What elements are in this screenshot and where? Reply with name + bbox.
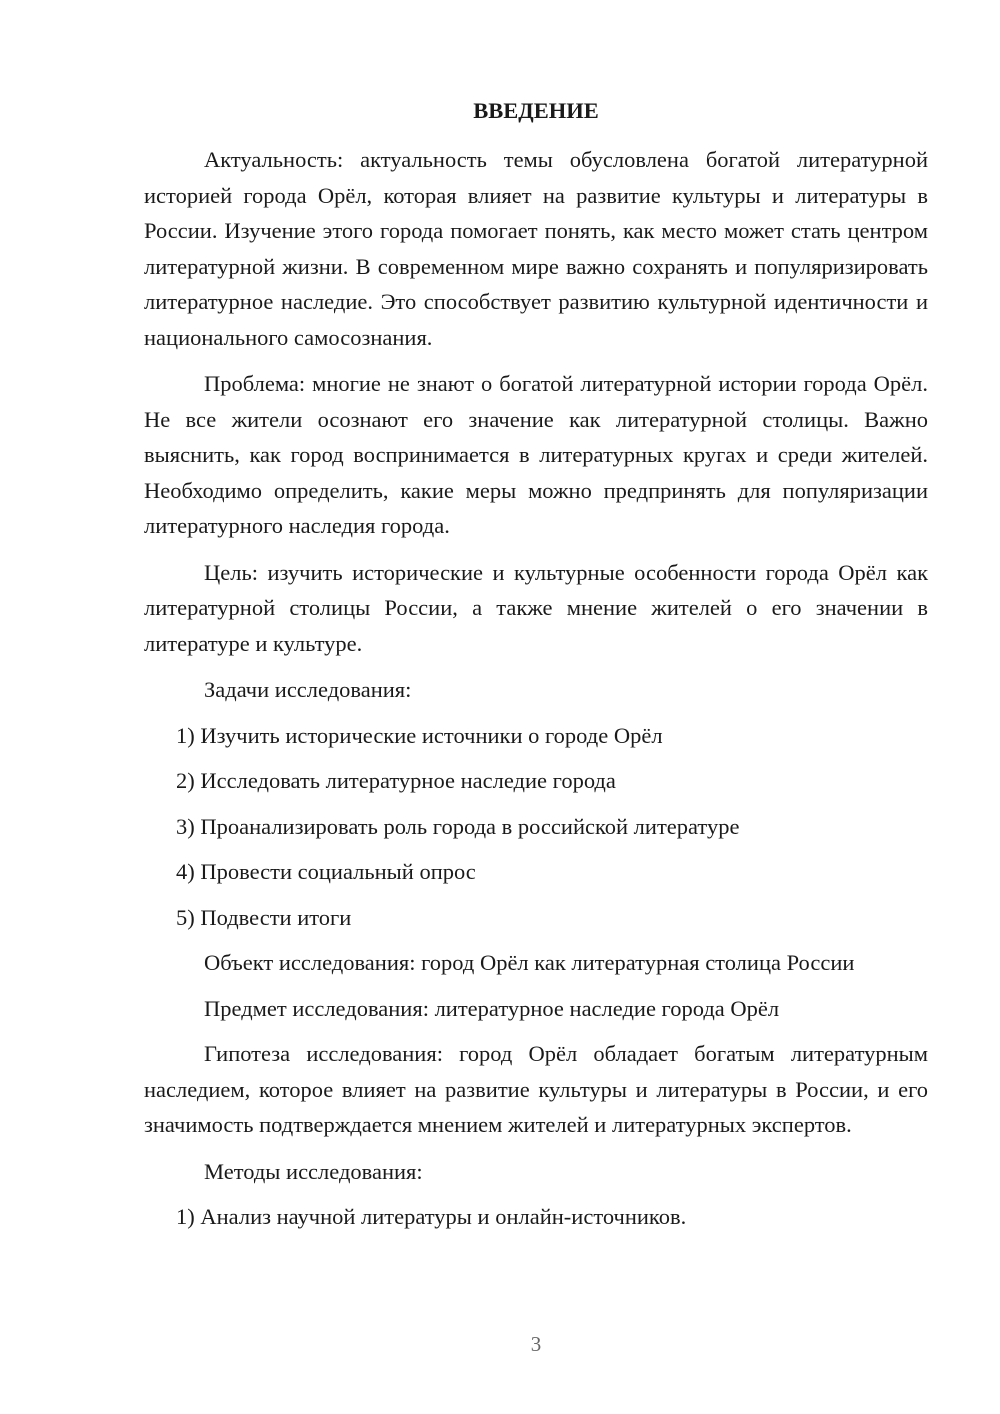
list-item: 1) Анализ научной литературы и онлайн-источников. (176, 1204, 687, 1229)
hypothesis-paragraph: Гипотеза исследования: город Орёл обладает богатым литературным наследием, которое влияет на развитие культуры и литературы в России, и его значимость подтверждается мнением жителей и литературных экспертов. (144, 1041, 928, 1137)
tasks-list (144, 718, 928, 936)
list-item: 3) Проанализировать роль города в российской литературе (176, 813, 740, 839)
tasks-title: Задачи исследования: (204, 677, 412, 702)
methods-title: Методы исследования: (204, 1158, 423, 1184)
list-item: 4) Провести социальный опрос (176, 859, 476, 884)
list-item: 2) Исследовать литературное наследие города (176, 768, 616, 793)
goal-paragraph: Цель: изучить исторические и культурные особенности города Орёл как литературной столицы России, а также мнение жителей о его значении в литературе и культуре. (144, 559, 928, 656)
page-body (144, 92, 928, 1245)
relevance-paragraph: Актуальность: актуальность темы обусловлена богатой литературной историей города Орёл, которая влияет на развитие культуры и литературы в России. Изучение этого города помогает понять, как место может стать центром литературной жизни. В современном мире важно сохранять и популяризировать литературное наследие. Это способствует развитию культурной идентичности и национального самосознания. (144, 147, 928, 350)
problem-paragraph: Проблема: многие не знают о богатой литературной истории города Орёл. Не все жители осознают его значение как литературной столицы. Важно выяснить, как город воспринимается в литературных кругах и среди жителей. Необходимо определить, какие меры можно предпринять для популяризации литературного наследия города. (144, 371, 928, 538)
list-item: 1) Изучить исторические источники о городе Орёл (176, 722, 663, 748)
list-item: 5) Подвести итоги (176, 904, 352, 930)
page-number: 3 (530, 1332, 542, 1356)
section-heading: ВВЕДЕНИЕ (473, 98, 599, 123)
subject-line: Предмет исследования: литературное наследие города Орёл (204, 995, 780, 1021)
methods-list (144, 1199, 928, 1235)
object-line: Объект исследования: город Орёл как литературная столица России (204, 950, 855, 975)
